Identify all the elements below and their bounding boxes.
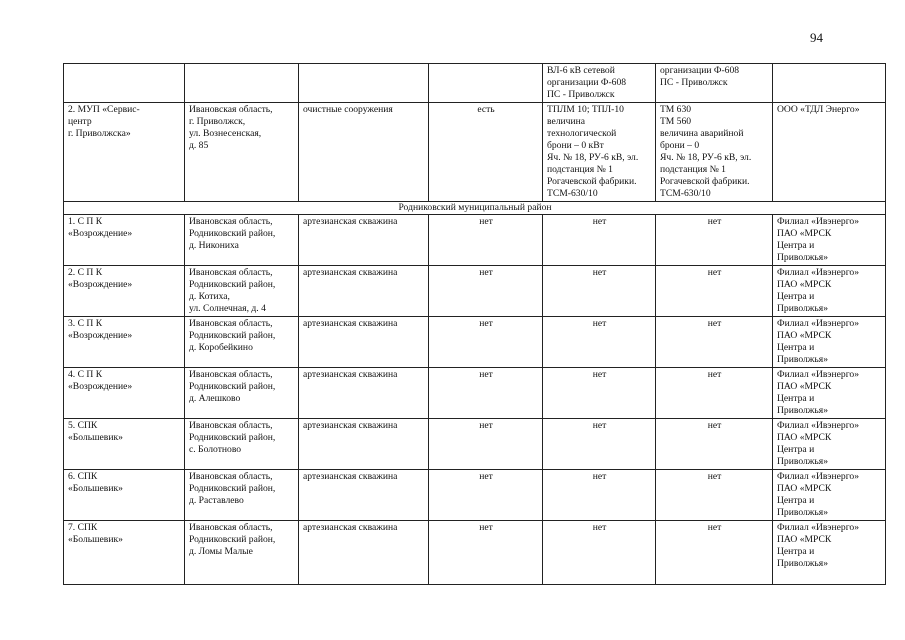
- availability-cell: нет: [429, 470, 543, 521]
- availability-cell: нет: [429, 419, 543, 470]
- availability-cell: нет: [429, 317, 543, 368]
- connection-2-cell: нет: [656, 521, 773, 585]
- table-row: [64, 368, 886, 419]
- object-cell: очистные сооружения: [299, 103, 429, 202]
- address-cell: Ивановская область, Родниковский район, с. Болотново: [185, 419, 299, 470]
- object-cell: артезианская скважина: [299, 215, 429, 266]
- owner-cell: Филиал «Ивэнерго» ПАО «МРСК Центра и Приволжья»: [773, 368, 886, 419]
- address-cell: Ивановская область, Родниковский район, д. Коробейкино: [185, 317, 299, 368]
- name-cell: 4. С П К «Возрождение»: [64, 368, 185, 419]
- table-row: [64, 64, 886, 103]
- owner-cell: Филиал «Ивэнерго» ПАО «МРСК Центра и Приволжья»: [773, 317, 886, 368]
- owner-cell: Филиал «Ивэнерго» ПАО «МРСК Центра и Приволжья»: [773, 215, 886, 266]
- connection-1-cell: нет: [543, 266, 656, 317]
- owner-cell: Филиал «Ивэнерго» ПАО «МРСК Центра и Приволжья»: [773, 521, 886, 585]
- address-cell: Ивановская область, Родниковский район, д. Ломы Малые: [185, 521, 299, 585]
- connection-1-cell: нет: [543, 368, 656, 419]
- table-row: [64, 419, 886, 470]
- address-cell: Ивановская область, Родниковский район, д. Никониха: [185, 215, 299, 266]
- region-title: Родниковский муниципальный район: [64, 202, 886, 215]
- connection-1-cell: ТПЛМ 10; ТПЛ-10 величина технологической брони – 0 кВт Яч. № 18, РУ-6 кВ, эл. подстанция № 1 Рогачевской фабрики. ТСМ-630/10: [543, 103, 656, 202]
- connection-1-cell: нет: [543, 521, 656, 585]
- table-row: [64, 266, 886, 317]
- connection-2-cell: нет: [656, 419, 773, 470]
- table-row: [64, 521, 886, 585]
- connection-2-cell: нет: [656, 317, 773, 368]
- table-row: [64, 215, 886, 266]
- availability-cell: нет: [429, 266, 543, 317]
- connection-2-cell: организации Ф-608 ПС - Приволжск: [656, 64, 773, 103]
- connection-1-cell: ВЛ-6 кВ сетевой организации Ф-608 ПС - Приволжск: [543, 64, 656, 103]
- object-cell: артезианская скважина: [299, 266, 429, 317]
- object-cell: [299, 64, 429, 103]
- object-cell: артезианская скважина: [299, 419, 429, 470]
- name-cell: 2. МУП «Сервис- центр г. Приволжска»: [64, 103, 185, 202]
- object-cell: артезианская скважина: [299, 470, 429, 521]
- availability-cell: нет: [429, 521, 543, 585]
- connection-2-cell: нет: [656, 470, 773, 521]
- connection-1-cell: нет: [543, 470, 656, 521]
- connection-2-cell: нет: [656, 368, 773, 419]
- name-cell: 3. С П К «Возрождение»: [64, 317, 185, 368]
- address-cell: Ивановская область, Родниковский район, д. Котиха, ул. Солнечная, д. 4: [185, 266, 299, 317]
- connection-1-cell: нет: [543, 419, 656, 470]
- address-cell: Ивановская область, г. Приволжск, ул. Вознесенская, д. 85: [185, 103, 299, 202]
- address-cell: [185, 64, 299, 103]
- owner-cell: Филиал «Ивэнерго» ПАО «МРСК Центра и Приволжья»: [773, 419, 886, 470]
- object-cell: артезианская скважина: [299, 521, 429, 585]
- connection-2-cell: нет: [656, 215, 773, 266]
- owner-cell: [773, 64, 886, 103]
- connection-1-cell: нет: [543, 215, 656, 266]
- table-row: [64, 103, 886, 202]
- name-cell: 1. С П К «Возрождение»: [64, 215, 185, 266]
- owner-cell: Филиал «Ивэнерго» ПАО «МРСК Центра и Приволжья»: [773, 266, 886, 317]
- connection-1-cell: нет: [543, 317, 656, 368]
- name-cell: 7. СПК «Большевик»: [64, 521, 185, 585]
- name-cell: 5. СПК «Большевик»: [64, 419, 185, 470]
- name-cell: 6. СПК «Большевик»: [64, 470, 185, 521]
- connection-2-cell: нет: [656, 266, 773, 317]
- object-cell: артезианская скважина: [299, 368, 429, 419]
- address-cell: Ивановская область, Родниковский район, д. Алешково: [185, 368, 299, 419]
- owner-cell: ООО «ТДЛ Энерго»: [773, 103, 886, 202]
- page-number: 94: [810, 30, 823, 45]
- region-header-row: [64, 202, 886, 215]
- document-table: [63, 63, 886, 585]
- availability-cell: есть: [429, 103, 543, 202]
- availability-cell: нет: [429, 215, 543, 266]
- table-row: [64, 317, 886, 368]
- availability-cell: [429, 64, 543, 103]
- connection-2-cell: ТМ 630 ТМ 560 величина аварийной брони – 0 Яч. № 18, РУ-6 кВ, эл. подстанция № 1 Рогачевской фабрики. ТСМ-630/10: [656, 103, 773, 202]
- address-cell: Ивановская область, Родниковский район, д. Раставлево: [185, 470, 299, 521]
- table-row: [64, 470, 886, 521]
- object-cell: артезианская скважина: [299, 317, 429, 368]
- owner-cell: Филиал «Ивэнерго» ПАО «МРСК Центра и Приволжья»: [773, 470, 886, 521]
- name-cell: [64, 64, 185, 103]
- availability-cell: нет: [429, 368, 543, 419]
- name-cell: 2. С П К «Возрождение»: [64, 266, 185, 317]
